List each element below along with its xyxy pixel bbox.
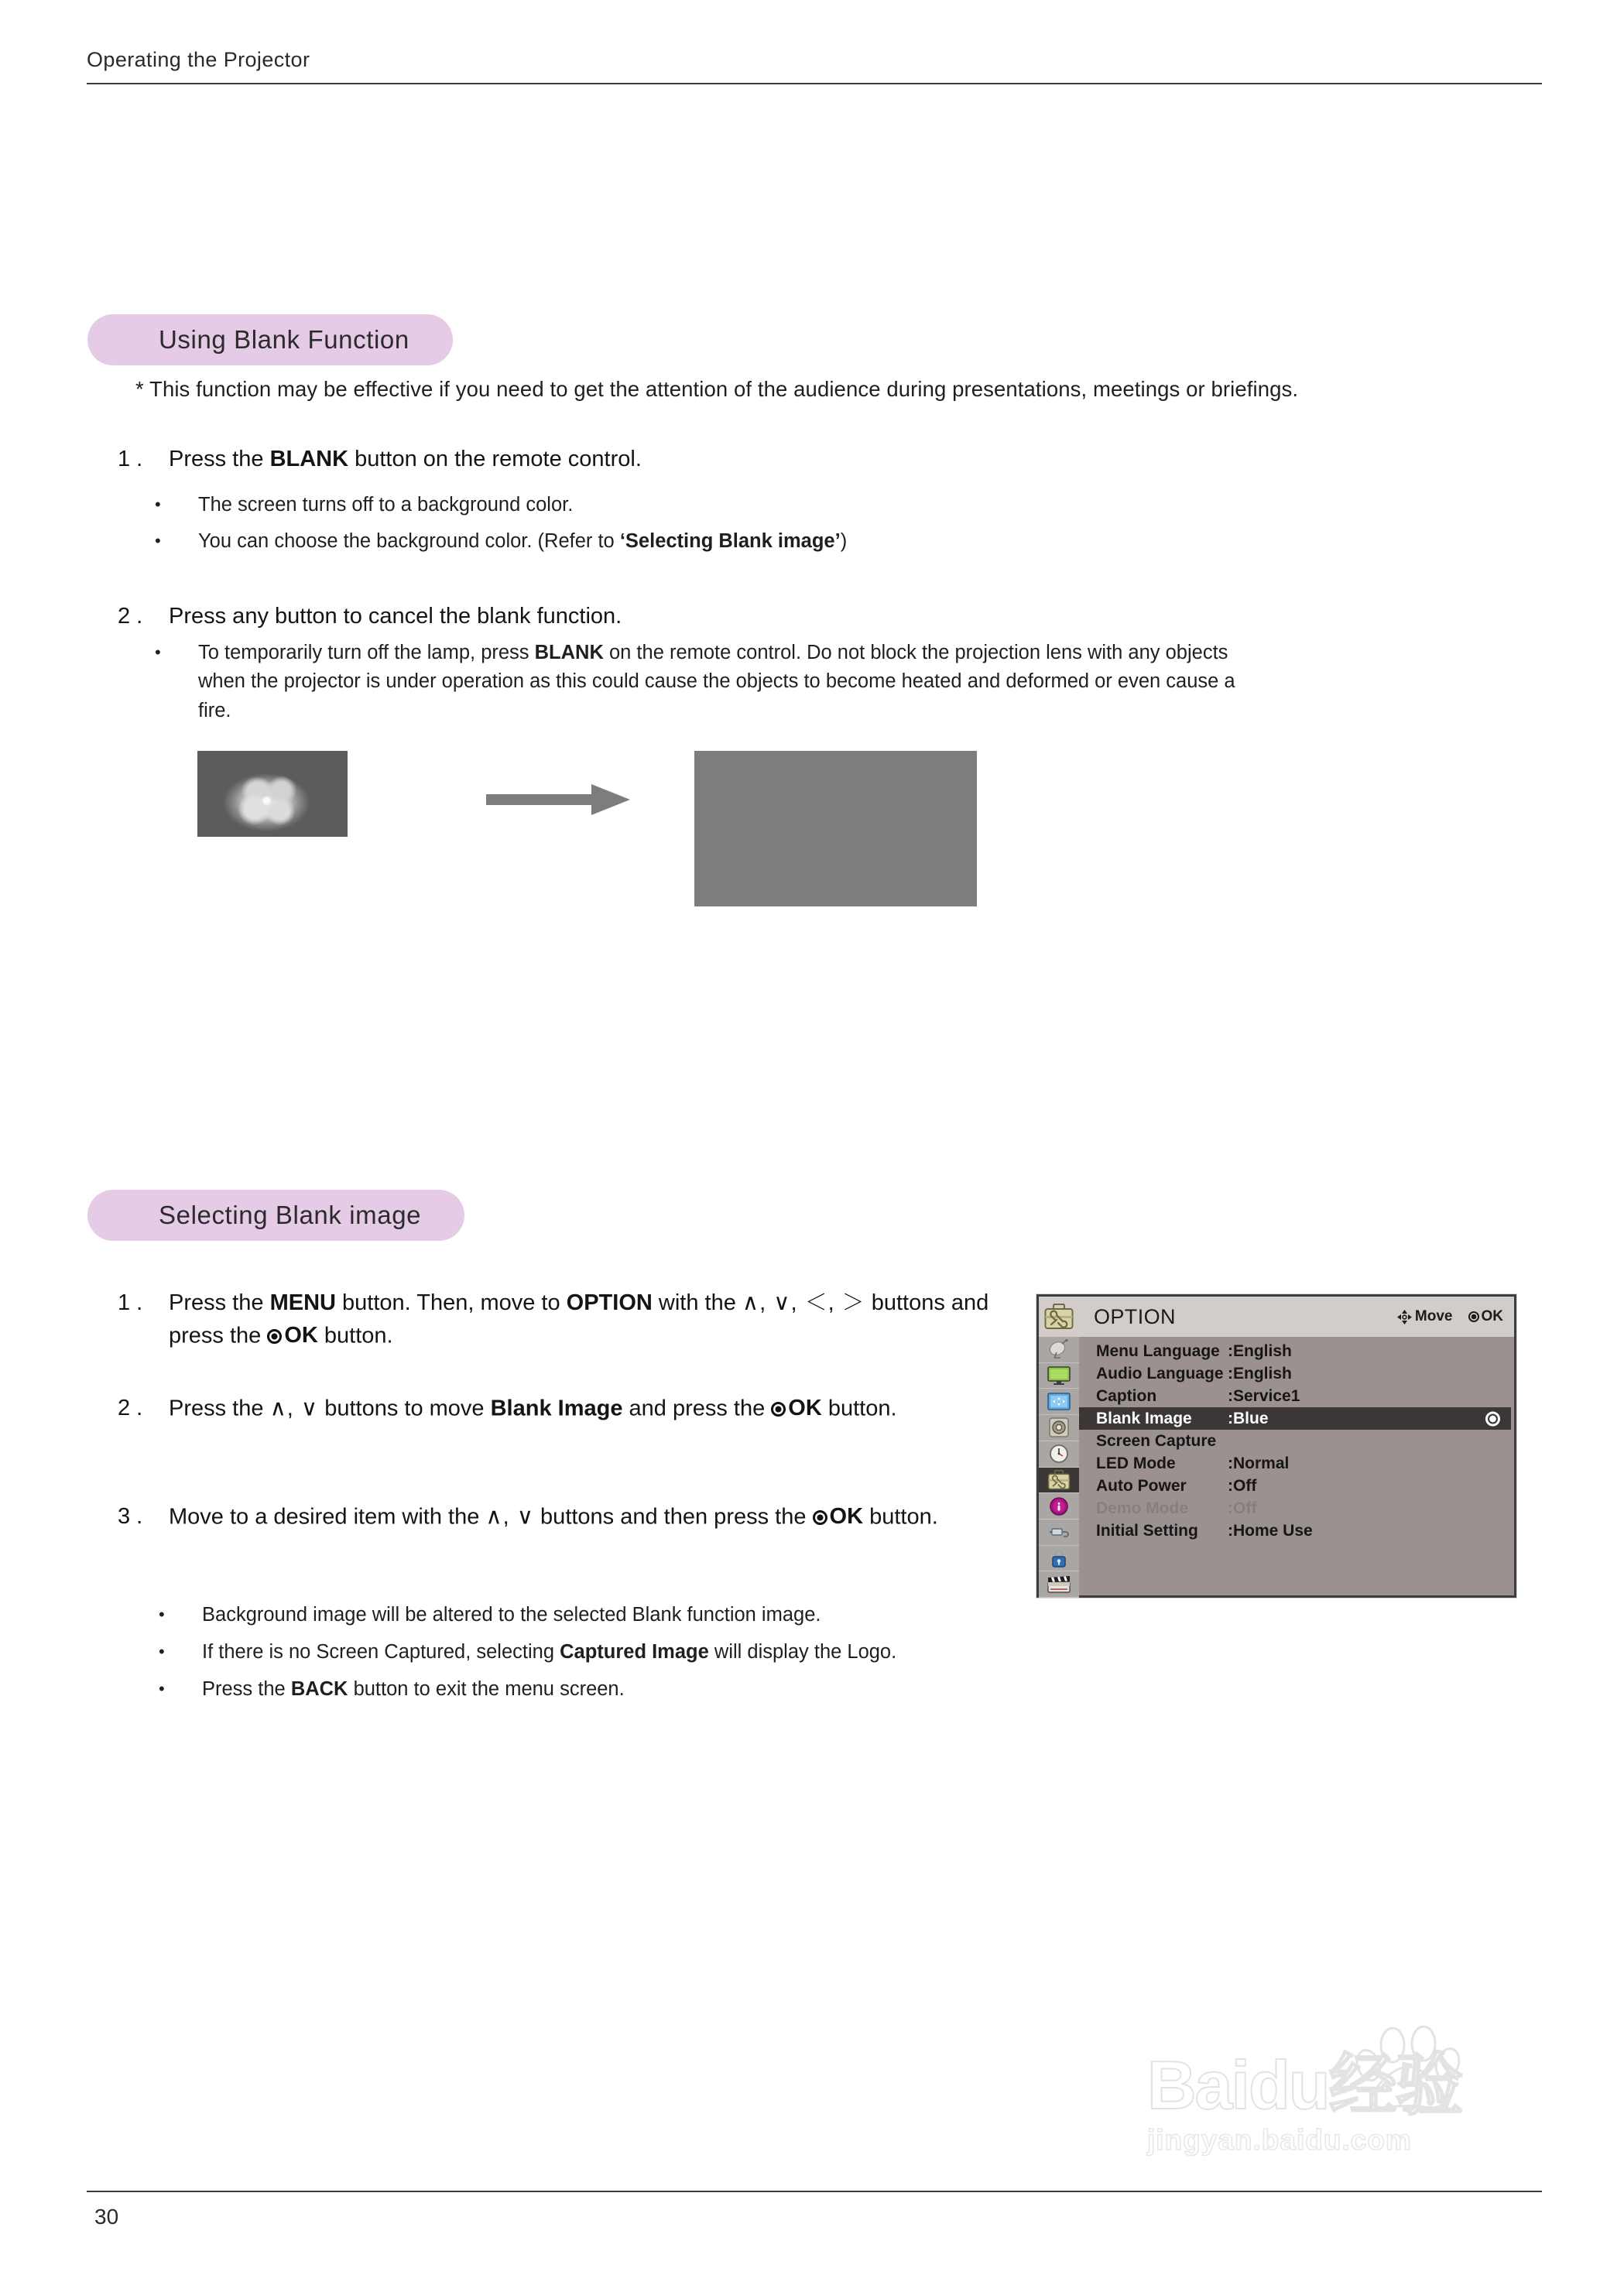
step-number: 1 . xyxy=(118,1290,143,1315)
section2-heading-text: Selecting Blank image xyxy=(159,1201,422,1229)
header-rule xyxy=(87,83,1542,84)
lock-icon[interactable] xyxy=(1039,1546,1079,1572)
step-number: 2 . xyxy=(118,1396,143,1420)
osd-row-menu-language[interactable] xyxy=(1079,1340,1514,1362)
baidu-watermark xyxy=(1147,2047,1550,2198)
osd-category-rail xyxy=(1039,1337,1079,1598)
toolbox-icon xyxy=(1039,1297,1079,1336)
source-photo-flower xyxy=(197,751,348,837)
osd-row-audio-language[interactable] xyxy=(1079,1362,1514,1385)
blank-function-figure xyxy=(197,751,987,917)
hint-ok-label: OK xyxy=(1481,1308,1503,1324)
watermark-url: jingyan.baidu.com xyxy=(1147,2124,1412,2156)
section-heading-using-blank-function xyxy=(87,314,453,365)
bullet-text: To temporarily turn off the lamp, press BLANK on the remote control. Do not block the projection lens with any objects when the projector is under operation as this could cause the objects to become heated and deformed or even cause a fire. xyxy=(198,642,1235,721)
bullet-marker: • xyxy=(155,642,161,662)
osd-row-label: Initial Setting xyxy=(1096,1521,1198,1540)
bullet-marker: • xyxy=(159,1642,165,1661)
step-1-1 xyxy=(118,443,1201,475)
osd-row-value: :English xyxy=(1228,1364,1292,1383)
osd-row-caption[interactable] xyxy=(1079,1385,1514,1407)
bullet-marker: • xyxy=(159,1605,165,1624)
osd-title-text: OPTION xyxy=(1094,1304,1176,1328)
step-text: Press any button to cancel the blank function. xyxy=(169,604,622,629)
blank-screen-result xyxy=(694,751,977,906)
osd-row-label: Blank Image xyxy=(1096,1409,1192,1427)
section1-heading-text: Using Blank Function xyxy=(159,325,409,354)
bullet-1-2-1 xyxy=(155,639,1266,725)
page-number: 30 xyxy=(94,2205,119,2229)
osd-row-auto-power[interactable] xyxy=(1079,1475,1514,1497)
plug-icon[interactable] xyxy=(1039,1520,1079,1546)
bullet-1-1-2 xyxy=(155,527,1200,556)
osd-row-led-mode[interactable] xyxy=(1079,1452,1514,1475)
ok-button-badge: OK xyxy=(267,1319,318,1352)
osd-row-value: :Home Use xyxy=(1228,1521,1313,1540)
ok-button-badge: OK xyxy=(771,1392,822,1424)
bullet-text: Press the BACK button to exit the menu screen. xyxy=(202,1678,625,1700)
osd-row-blank-image[interactable] xyxy=(1079,1407,1511,1430)
bullet-text: If there is no Screen Captured, selecting Captured Image will display the Logo. xyxy=(202,1641,897,1663)
bullet-2-3 xyxy=(159,1675,1204,1704)
bullet-2-1 xyxy=(159,1601,1204,1629)
hint-ok xyxy=(1468,1308,1504,1325)
footer-rule xyxy=(87,2191,1542,2192)
osd-row-value: :Off xyxy=(1228,1499,1257,1517)
dpad-arrow-glyphs: ∧, ∨, ＜, ＞ xyxy=(742,1290,865,1315)
tv-screen-icon[interactable] xyxy=(1039,1363,1079,1389)
bullet-text: Background image will be altered to the selected Blank function image. xyxy=(202,1604,821,1626)
picture-icon[interactable] xyxy=(1039,1389,1079,1415)
osd-row-label: Auto Power xyxy=(1096,1476,1187,1495)
step-text: Press the BLANK button on the remote control. xyxy=(169,447,642,471)
ok-circle-icon xyxy=(1468,1311,1479,1322)
step-number: 1 . xyxy=(118,447,143,471)
ok-circle-icon xyxy=(267,1329,282,1344)
hint-move-label: Move xyxy=(1414,1308,1453,1324)
bold-blank: BLANK xyxy=(534,642,604,663)
osd-row-initial-setting[interactable] xyxy=(1079,1520,1514,1542)
hint-move xyxy=(1396,1308,1453,1325)
watermark-brand: Baidu经验 xyxy=(1147,2047,1462,2123)
toolbox-icon[interactable] xyxy=(1039,1468,1079,1494)
dpad-arrow-glyphs: ∧, ∨ xyxy=(269,1396,319,1421)
clapperboard-icon[interactable] xyxy=(1039,1571,1079,1598)
bold-selecting-blank-image: ‘Selecting Blank image’ xyxy=(619,530,841,552)
speaker-icon[interactable] xyxy=(1039,1415,1079,1441)
osd-row-label: LED Mode xyxy=(1096,1454,1176,1472)
bold-blank-image: Blank Image xyxy=(490,1396,623,1421)
osd-title-bar xyxy=(1039,1297,1514,1337)
osd-item-list xyxy=(1079,1337,1514,1598)
bold-back: BACK xyxy=(290,1678,348,1700)
bullet-1-1-1 xyxy=(155,491,1200,519)
osd-row-value: :Service1 xyxy=(1228,1386,1300,1405)
satellite-dish-icon[interactable] xyxy=(1039,1337,1079,1363)
osd-row-screen-capture[interactable] xyxy=(1079,1430,1514,1452)
info-icon[interactable] xyxy=(1039,1493,1079,1520)
bold-blank: BLANK xyxy=(269,447,349,471)
dpad-icon xyxy=(1396,1309,1413,1325)
ok-circle-icon xyxy=(771,1402,786,1417)
baidu-paw-icon xyxy=(1350,2025,1466,2114)
dpad-arrow-glyphs: ∧, ∨ xyxy=(485,1504,534,1530)
step-number: 3 . xyxy=(118,1504,143,1529)
step-text: Move to a desired item with the ∧, ∨ buttons and then press the OK button. xyxy=(169,1500,1039,1533)
bullet-marker: • xyxy=(159,1679,165,1698)
bullet-text: You can choose the background color. (Refer to ‘Selecting Blank image’) xyxy=(198,530,848,552)
running-head xyxy=(87,48,1542,84)
osd-row-value: :Normal xyxy=(1228,1454,1290,1472)
section1-note: * This function may be effective if you need to get the attention of the audience during presentations, meetings or briefings. xyxy=(135,377,1299,401)
bullet-text: The screen turns off to a background color. xyxy=(198,494,574,516)
step-2-3 xyxy=(118,1500,1039,1533)
bold-option: OPTION xyxy=(566,1290,653,1315)
step-text: Press the ∧, ∨ buttons to move Blank Image and press the OK button. xyxy=(169,1392,1008,1425)
osd-hints xyxy=(1396,1297,1503,1337)
step-1-2 xyxy=(118,600,1201,632)
bold-menu: MENU xyxy=(269,1290,336,1315)
osd-row-label: Audio Language xyxy=(1096,1364,1224,1383)
ok-circle-icon xyxy=(813,1510,827,1525)
bold-captured-image: Captured Image xyxy=(560,1641,709,1663)
osd-body xyxy=(1039,1337,1514,1598)
osd-row-value: :Blue xyxy=(1228,1409,1269,1427)
osd-row-label: Menu Language xyxy=(1096,1341,1220,1360)
bullet-2-2 xyxy=(159,1638,1204,1667)
step-number: 2 . xyxy=(118,604,143,629)
osd-row-value: :English xyxy=(1228,1341,1292,1360)
clock-icon[interactable] xyxy=(1039,1441,1079,1468)
section-heading-selecting-blank-image xyxy=(87,1190,464,1241)
osd-row-demo-mode xyxy=(1079,1497,1514,1520)
step-2-1 xyxy=(118,1287,1008,1352)
osd-row-label: Screen Capture xyxy=(1096,1431,1217,1450)
step-2-2 xyxy=(118,1392,1008,1425)
osd-row-value: :Off xyxy=(1228,1476,1257,1495)
ok-button-badge: OK xyxy=(813,1500,864,1533)
bullet-marker: • xyxy=(155,495,161,514)
bullet-marker: • xyxy=(155,531,161,550)
osd-option-menu xyxy=(1036,1294,1516,1598)
step-text: Press the MENU button. Then, move to OPTION with the ∧, ∨, ＜, ＞ buttons and press the OK button. xyxy=(169,1287,1008,1352)
running-head-text: Operating the Projector xyxy=(87,48,310,71)
right-arrow-icon xyxy=(486,784,637,815)
ok-circle-icon xyxy=(1485,1411,1500,1426)
osd-row-label: Caption xyxy=(1096,1386,1157,1405)
osd-row-label: Demo Mode xyxy=(1096,1499,1189,1517)
